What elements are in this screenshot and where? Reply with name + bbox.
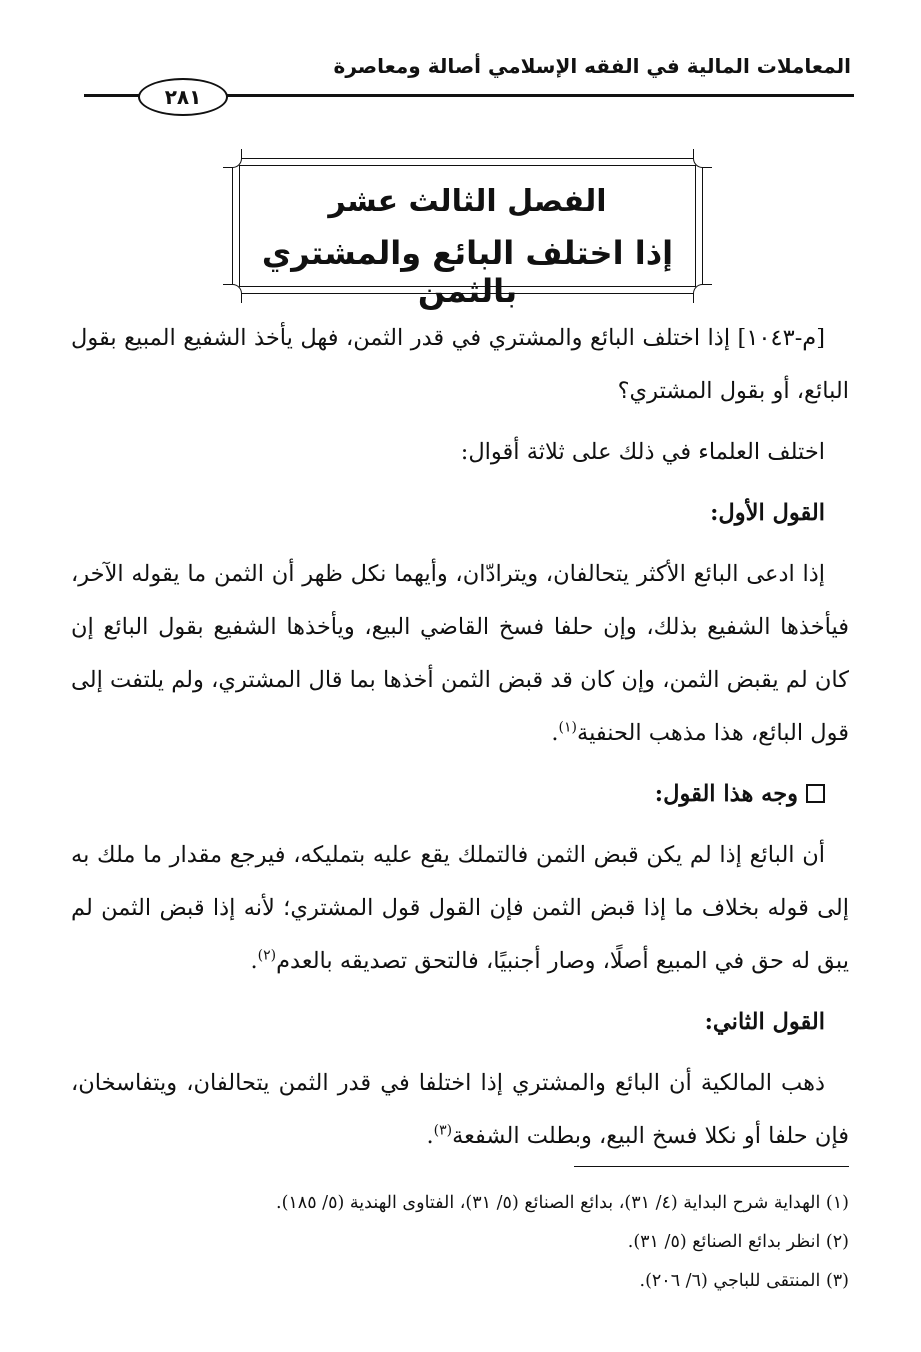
footnotes (71, 1184, 849, 1301)
frame-corner-ornament (693, 284, 712, 303)
chapter-title: إذا اختلف البائع والمشتري بالثمن (261, 234, 674, 310)
footnote-ref-2[interactable]: (٢) (257, 947, 277, 964)
reason-heading-row (71, 768, 849, 821)
footnote-separator (574, 1166, 849, 1167)
page-number (138, 78, 228, 116)
first-opinion-paragraph: إذا ادعى البائع الأكثر يتحالفان، ويترادّان، وأيهما نكل ظهر أن الثمن ما يقوله الآخر، فيأخذها الشفيع بذلك، وإن حلفا فسخ القاضي البيع، ويأخذها الشفيع بقول البائع إن كان لم يقبض الثمن، وإن كان قد قبض الثمن أخذها بما قال المشتري، ولم يلتفت إلى قول البائع، هذا مذهب الحنفية$^{(١)}$. (71, 561, 849, 746)
first-opinion-heading: القول الأول: (710, 500, 825, 526)
issue-paragraph: [م-١٠٤٣] إذا اختلف البائع والمشتري في قدر الثمن، فهل يأخذ الشفيع المبيع بقول البائع، أو بقول المشتري؟ (71, 325, 849, 404)
reason-heading: وجه هذا القول: (654, 781, 798, 807)
chapter-title-inner-frame (239, 165, 696, 310)
page-number-text: ٢٨١ (164, 85, 202, 109)
frame-corner-ornament (693, 149, 712, 168)
second-opinion-heading: القول الثاني: (704, 1009, 825, 1035)
footnote-3: (٣) المنتقى للباجي (٦/ ٢٠٦). (639, 1271, 849, 1291)
footnote-2: (٢) انظر بدائع الصنائع (٥/ ٣١). (627, 1232, 849, 1252)
running-title: المعاملات المالية في الفقه الإسلامي أصالة ومعاصرة (333, 54, 851, 78)
second-opinion-text: ذهب المالكية أن البائع والمشتري إذا اختلفا في قدر الثمن يتحالفان، ويتفاسخان، فإن حلفا أو نكلا فسخ البيع، وبطلت الشفعة (71, 1070, 849, 1149)
reason-text: أن البائع إذا لم يكن قبض الثمن فالتملك يقع عليه بتمليكه، فيرجع مقدار ما ملك به إلى قوله بخلاف ما إذا قبض الثمن فإن القول قول المشتري؛ لأنه إذا قبض الثمن لم يبق له حق في المبيع أصلًا، وصار أجنبيًا، فالتحق تصديقه بالعدم (71, 842, 849, 974)
frame-corner-ornament (223, 284, 242, 303)
square-bullet-icon (806, 784, 825, 803)
reason-paragraph: أن البائع إذا لم يكن قبض الثمن فالتملك يقع عليه بتمليكه، فيرجع مقدار ما ملك به إلى قوله بخلاف ما إذا قبض الثمن فإن القول قول المشتري؛ لأنه إذا قبض الثمن لم يبق له حق في المبيع أصلًا، وصار أجنبيًا، فالتحق تصديقه بالعدم$^{(٢)}$. (71, 842, 849, 974)
intro-paragraph: اختلف العلماء في ذلك على ثلاثة أقوال: (460, 439, 825, 465)
body-text (71, 312, 849, 1163)
footnote-1: (١) الهداية شرح البداية (٤/ ٣١)، بدائع الصنائع (٥/ ٣١)، الفتاوى الهندية (٥/ ١٨٥). (276, 1193, 849, 1213)
footnote-ref-3[interactable]: (٣) (433, 1122, 453, 1139)
second-opinion-paragraph: ذهب المالكية أن البائع والمشتري إذا اختلفا في قدر الثمن يتحالفان، ويتفاسخان، فإن حلفا أو نكلا فسخ البيع، وبطلت الشفعة$^{(٣)}$. (71, 1070, 849, 1149)
frame-corner-ornament (223, 149, 242, 168)
chapter-number: الفصل الثالث عشر (328, 184, 607, 219)
footnote-ref-1[interactable]: (١) (558, 719, 577, 736)
first-opinion-text: إذا ادعى البائع الأكثر يتحالفان، ويترادّان، وأيهما نكل ظهر أن الثمن ما يقوله الآخر، فيأخذها الشفيع بذلك، وإن حلفا فسخ القاضي البيع، ويأخذها الشفيع بقول البائع إن كان لم يقبض الثمن، وإن كان قد قبض الثمن أخذها بما قال المشتري، ولم يلتفت إلى قول البائع، هذا مذهب الحنفية (71, 561, 849, 746)
chapter-title-box (232, 158, 703, 310)
